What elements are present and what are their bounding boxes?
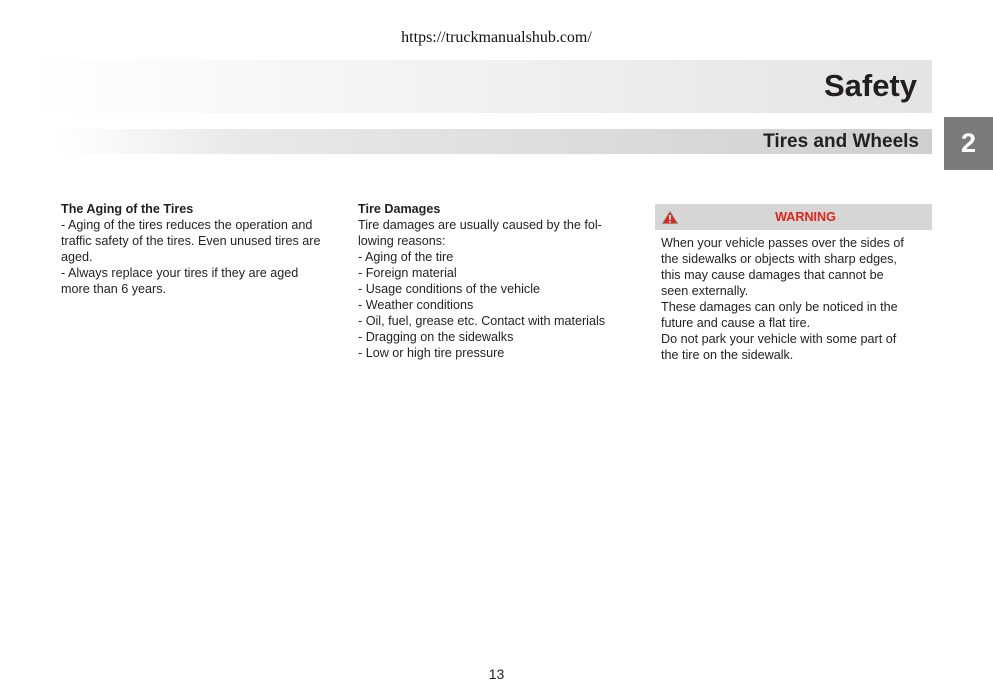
damages-line: - Dragging on the sidewalks — [358, 330, 514, 344]
damages-line: Tire damages are usually caused by the fol- — [358, 218, 602, 232]
tire-damages-column — [358, 201, 630, 361]
chapter-header-band — [30, 60, 932, 113]
damages-line: - Oil, fuel, grease etc. Contact with materials — [358, 314, 606, 328]
damages-line: lowing reasons: — [358, 234, 446, 248]
section-header-band — [60, 129, 932, 154]
warning-line: seen externally. — [661, 284, 749, 298]
chapter-tab: 2 — [944, 117, 993, 170]
damages-line: - Aging of the tire — [358, 250, 454, 264]
damages-line: - Usage conditions of the vehicle — [358, 282, 541, 296]
damages-line: - Foreign material — [358, 266, 457, 280]
warning-header — [655, 204, 932, 230]
warning-text — [655, 230, 932, 363]
warning-box — [655, 201, 932, 363]
aging-line: more than 6 years. — [61, 282, 166, 296]
warning-line: the sidewalks or objects with sharp edges, — [661, 252, 897, 266]
warning-line: When your vehicle passes over the sides of — [661, 236, 904, 250]
damages-line: - Weather conditions — [358, 298, 474, 312]
warning-line: the tire on the sidewalk. — [661, 348, 794, 362]
aging-line: aged. — [61, 250, 93, 264]
damages-heading: Tire Damages — [358, 202, 441, 216]
source-url: https://truckmanualshub.com/ — [401, 29, 592, 46]
aging-line: - Aging of the tires reduces the operation and — [61, 218, 313, 232]
warning-label: WARNING — [775, 210, 836, 224]
warning-line: Do not park your vehicle with some part of — [661, 332, 897, 346]
aging-line: traffic safety of the tires. Even unused tires are — [61, 234, 321, 248]
aging-of-tires-column — [61, 201, 343, 297]
aging-line: - Always replace your tires if they are aged — [61, 266, 299, 280]
aging-heading: The Aging of the Tires — [61, 202, 194, 216]
damages-line: - Low or high tire pressure — [358, 346, 505, 360]
chapter-title: Safety — [823, 68, 917, 103]
section-title: Tires and Wheels — [763, 131, 919, 152]
page-number: 13 — [488, 666, 505, 682]
warning-line: this may cause damages that cannot be — [661, 268, 884, 282]
warning-line: These damages can only be noticed in the — [661, 300, 898, 314]
warning-line: future and cause a flat tire. — [661, 316, 811, 330]
